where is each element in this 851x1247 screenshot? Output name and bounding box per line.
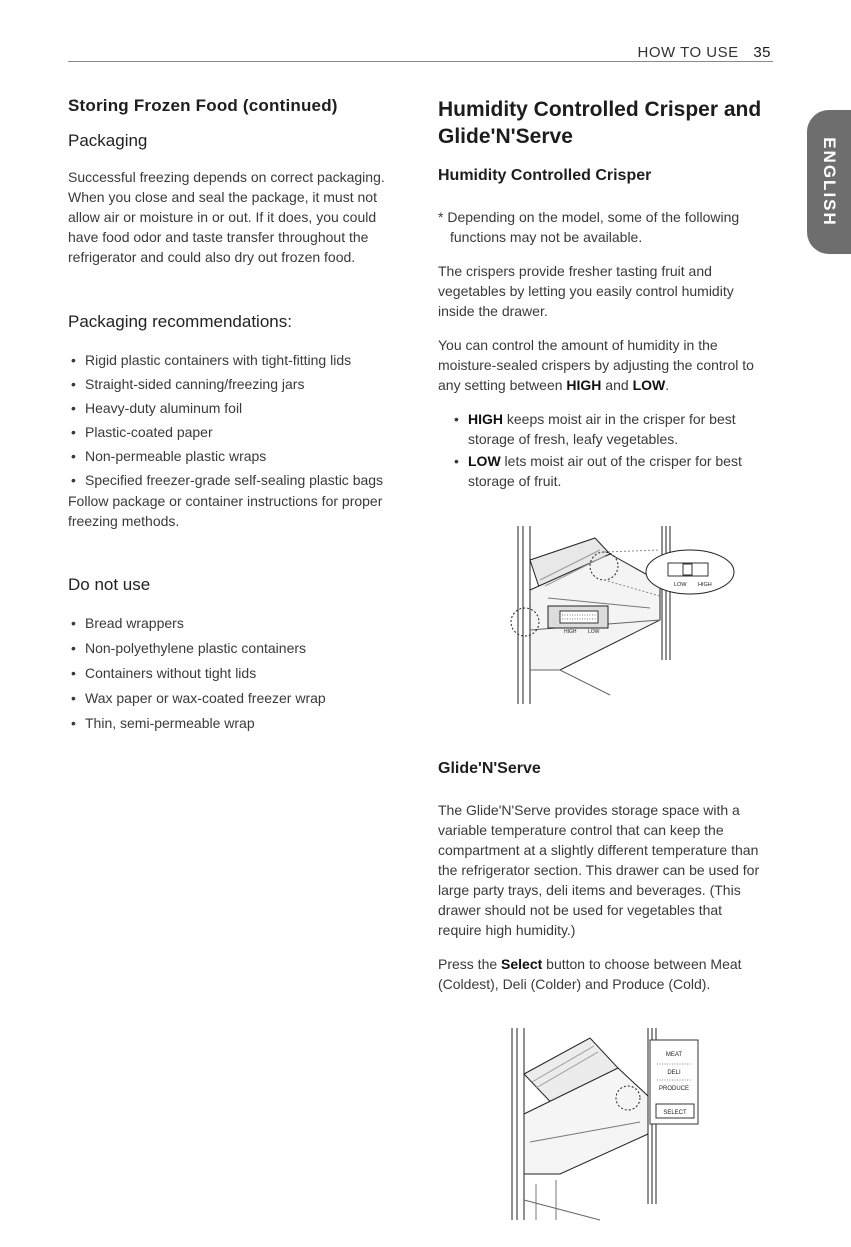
glide-select-instructions xyxy=(438,954,768,994)
language-tab-label: ENGLISH xyxy=(820,137,839,227)
select-button-label: SELECT xyxy=(663,1110,687,1116)
do-not-use-list xyxy=(68,613,398,733)
page-number: 35 xyxy=(753,44,771,61)
select-word: Select xyxy=(501,956,543,972)
chapter-title: Humidity Controlled Crisper and Glide'N'Serve xyxy=(438,98,762,148)
humidity-settings-list xyxy=(438,409,768,491)
meat-label: MEAT xyxy=(665,1052,683,1058)
list-item: • Containers without tight lids xyxy=(68,663,398,683)
sentence-period: . xyxy=(665,377,670,393)
high-key: HIGH xyxy=(468,411,503,427)
select-text-start: Press the xyxy=(438,956,502,972)
list-item: • Specified freezer-grade self-sealing plastic bags xyxy=(68,470,398,490)
glide-heading: Glide'N'Serve xyxy=(438,760,541,777)
glide-section xyxy=(438,760,768,994)
slider-high-label: HIGH xyxy=(698,582,712,588)
recommendations-list xyxy=(68,350,398,490)
recommendations-footer: Follow package or container instructions for proper freezing methods. xyxy=(68,493,383,529)
crisper-heading: Humidity Controlled Crisper xyxy=(438,167,652,184)
crisper-control-text xyxy=(438,335,768,395)
list-item: • Non-permeable plastic wraps xyxy=(68,446,398,466)
header-rule xyxy=(68,61,773,62)
high-label: HIGH xyxy=(566,377,602,393)
running-header xyxy=(638,44,771,61)
high-description: keeps moist air in the crisper for best storage of fresh, leafy vegetables. xyxy=(468,411,736,447)
list-item xyxy=(451,451,768,491)
list-item: • Rigid plastic containers with tight-fitting lids xyxy=(68,350,398,370)
packaging-body: Successful freezing depends on correct packaging. When you close and seal the package, it must not allow air or moisture in or out. If it does, you could have food odor and taste transfer throughout the refrigerator and could also dry out frozen food. xyxy=(68,169,385,265)
low-description: lets moist air out of the crisper for best storage of fruit. xyxy=(468,453,742,489)
glide-description: The Glide'N'Serve provides storage space with a variable temperature control that can keep the compartment at a slightly different temperature than the refrigerator section. This drawer can be used for large party trays, deli items and beverages. (This drawer should not be used for vegetables that require high humidity.) xyxy=(438,802,760,938)
slider-low-label: LOW xyxy=(674,582,687,588)
left-column xyxy=(68,96,398,738)
list-item xyxy=(451,409,768,449)
availability-note: * Depending on the model, some of the following functions may not be available. xyxy=(438,209,740,245)
list-item: • Heavy-duty aluminum foil xyxy=(68,398,398,418)
produce-label: PRODUCE xyxy=(658,1086,690,1092)
and-word: and xyxy=(601,377,633,393)
deli-label: DELI xyxy=(667,1070,681,1076)
list-item: • Non-polyethylene plastic containers xyxy=(68,638,398,658)
list-item: • Wax paper or wax-coated freezer wrap xyxy=(68,688,398,708)
right-column xyxy=(438,96,768,491)
crisper-control-start: You can control the amount of humidity in the moisture-sealed crispers by adjusting the control to any setting between xyxy=(438,337,754,393)
drawer-low-label: LOW xyxy=(588,629,600,635)
low-key: LOW xyxy=(468,453,501,469)
list-item: • Thin, semi-permeable wrap xyxy=(68,713,398,733)
crisper-illustration xyxy=(500,520,760,710)
drawer-high-label: HIGH xyxy=(564,629,577,635)
language-tab xyxy=(807,110,851,254)
glide-illustration xyxy=(500,1024,730,1224)
recommendations-heading: Packaging recommendations: xyxy=(68,312,292,331)
select-text-end: button to choose between Meat (Coldest), Deli (Colder) and Produce (Cold). xyxy=(438,956,742,992)
packaging-heading: Packaging xyxy=(68,131,148,150)
crisper-intro: The crispers provide fresher tasting fruit and vegetables by letting you easily control humidity inside the drawer. xyxy=(438,263,734,319)
list-item: • Bread wrappers xyxy=(68,613,398,633)
list-item: • Straight-sided canning/freezing jars xyxy=(68,374,398,394)
section-title: Storing Frozen Food (continued) xyxy=(68,96,338,115)
header-section: HOW TO USE xyxy=(637,44,739,61)
low-label: LOW xyxy=(632,377,666,393)
list-item: • Plastic-coated paper xyxy=(68,422,398,442)
do-not-use-heading: Do not use xyxy=(68,575,151,594)
